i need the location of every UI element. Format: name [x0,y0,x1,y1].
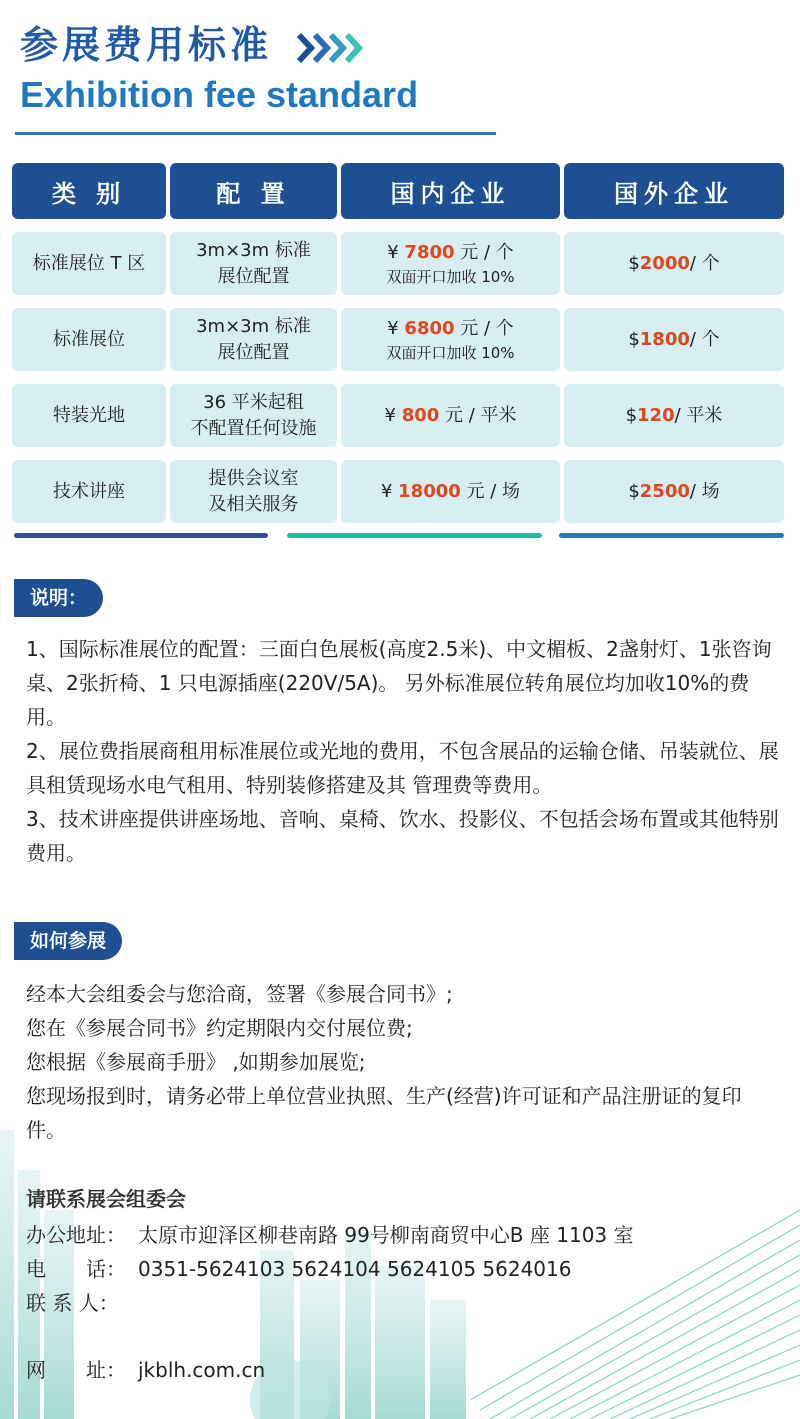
row-domestic-price [341,232,560,295]
divider-bar [14,533,268,538]
price-value: 2500 [639,480,690,502]
currency-symbol: $ [628,328,640,350]
price-value: 120 [637,404,675,426]
price-value: 800 [401,404,440,426]
row-config [170,232,337,295]
divider-bar [559,533,784,538]
table-header-row [12,163,784,219]
note-item: 2、展位费指展商租用标准展位或光地的费用，不包含展品的运输仓储、吊装就位、展具租赁现场水电气租用、特别装修搭建及其 管理费等费用。 [26,739,779,797]
note-item: 3、技术讲座提供讲座场地、音响、桌椅、饮水、投影仪、不包括会场布置或其他特别费用。 [26,807,779,865]
currency-symbol: $ [625,404,638,426]
phone-label: 电 话： [26,1257,126,1281]
currency-symbol: ¥ [387,241,405,263]
address-value: 太原市迎泽区柳巷南路 99号柳南商贸中心B 座 1103 室 [138,1223,634,1247]
config-line: 及相关服务 [208,493,299,515]
config-line: 3m×3m 标准 [196,315,311,337]
divider-bar [287,533,542,538]
header-config: 配 置 [170,163,337,219]
row-foreign-price [564,308,784,371]
price-value: 2000 [639,252,690,274]
page-title-cn [20,14,371,69]
price-unit: / 个 [689,252,720,274]
price-unit: 元 / 个 [454,241,514,263]
notes-label: 说明： [14,579,103,617]
price-value: 6800 [404,317,455,339]
row-category: 技术讲座 [12,460,166,523]
row-category: 特装光地 [12,384,166,447]
contact-person [26,1286,138,1320]
price-unit: / 个 [689,328,720,350]
price-unit: 元 / 平米 [439,404,517,426]
decorative-divider-bars [14,533,784,539]
phone-value: 0351-5624103 5624104 5624105 5624016 [138,1257,572,1281]
note-item: 1、国际标准展位的配置：三面白色展板(高度2.5米)、中文楣板、2盏射灯、1张咨询桌、2张折椅、1 只电源插座(220V/5A)。 另外标准展位转角展位均加收10%的费用。 [26,637,772,729]
price-value: 7800 [404,241,455,263]
table-row [12,460,784,523]
title-cn-text: 参展费用标准 [20,23,273,67]
row-category: 标准展位 T 区 [12,232,166,295]
row-domestic-price [341,384,560,447]
config-line: 提供会议室 [208,467,299,489]
currency-symbol: ¥ [384,404,402,426]
config-line: 展位配置 [217,341,290,363]
config-line: 3m×3m 标准 [196,239,311,261]
contact-address [26,1218,634,1252]
price-unit: 元 / 场 [460,480,521,502]
howto-body [26,977,781,1147]
currency-symbol: $ [628,480,640,502]
price-value: 1800 [639,328,690,350]
config-line: 36 平米起租 [203,391,304,413]
contact-phone [26,1252,571,1286]
config-line: 展位配置 [217,265,290,287]
price-value: 18000 [398,480,461,502]
page-title-en: Exhibition fee standard [20,74,419,115]
row-config [170,308,337,371]
price-note: 双面开口加收 10% [386,267,515,286]
config-line: 不配置任何设施 [190,417,317,439]
price-unit: / 平米 [674,404,723,426]
title-divider [15,132,496,135]
contact-website [26,1353,265,1387]
table-row [12,384,784,447]
header-category: 类 别 [12,163,166,219]
row-category: 标准展位 [12,308,166,371]
price-unit: / 场 [689,480,720,502]
currency-symbol: ¥ [387,317,405,339]
row-foreign-price [564,232,784,295]
contact-title: 请联系展会组委会 [26,1187,186,1211]
row-domestic-price [341,308,560,371]
chevrons-right-icon [295,31,371,65]
fee-table [12,163,784,536]
notes-body [26,632,781,870]
table-row [12,232,784,295]
price-note: 双面开口加收 10% [386,343,515,362]
table-row [12,308,784,371]
address-label: 办公地址： [26,1223,126,1247]
person-label: 联 系 人： [26,1291,119,1315]
website-label: 网 址： [26,1358,126,1382]
row-foreign-price [564,384,784,447]
price-unit: 元 / 个 [454,317,514,339]
row-config [170,460,337,523]
row-foreign-price [564,460,784,523]
howto-item: 您在《参展合同书》约定期限内交付展位费; [26,1016,413,1040]
currency-symbol: $ [628,252,640,274]
howto-label: 如何参展 [14,922,122,960]
howto-item: 您现场报到时，请务必带上单位营业执照、生产(经营)许可证和产品注册证的复印件。 [26,1084,742,1142]
row-config [170,384,337,447]
row-domestic-price [341,460,560,523]
website-link[interactable]: jkblh.com.cn [138,1358,266,1382]
header-foreign: 国外企业 [564,163,784,219]
howto-item: 经本大会组委会与您洽商，签署《参展合同书》; [26,982,453,1006]
currency-symbol: ¥ [380,480,399,502]
header-domestic: 国内企业 [341,163,560,219]
howto-item: 您根据《参展商手册》 ,如期参加展览; [26,1050,366,1074]
